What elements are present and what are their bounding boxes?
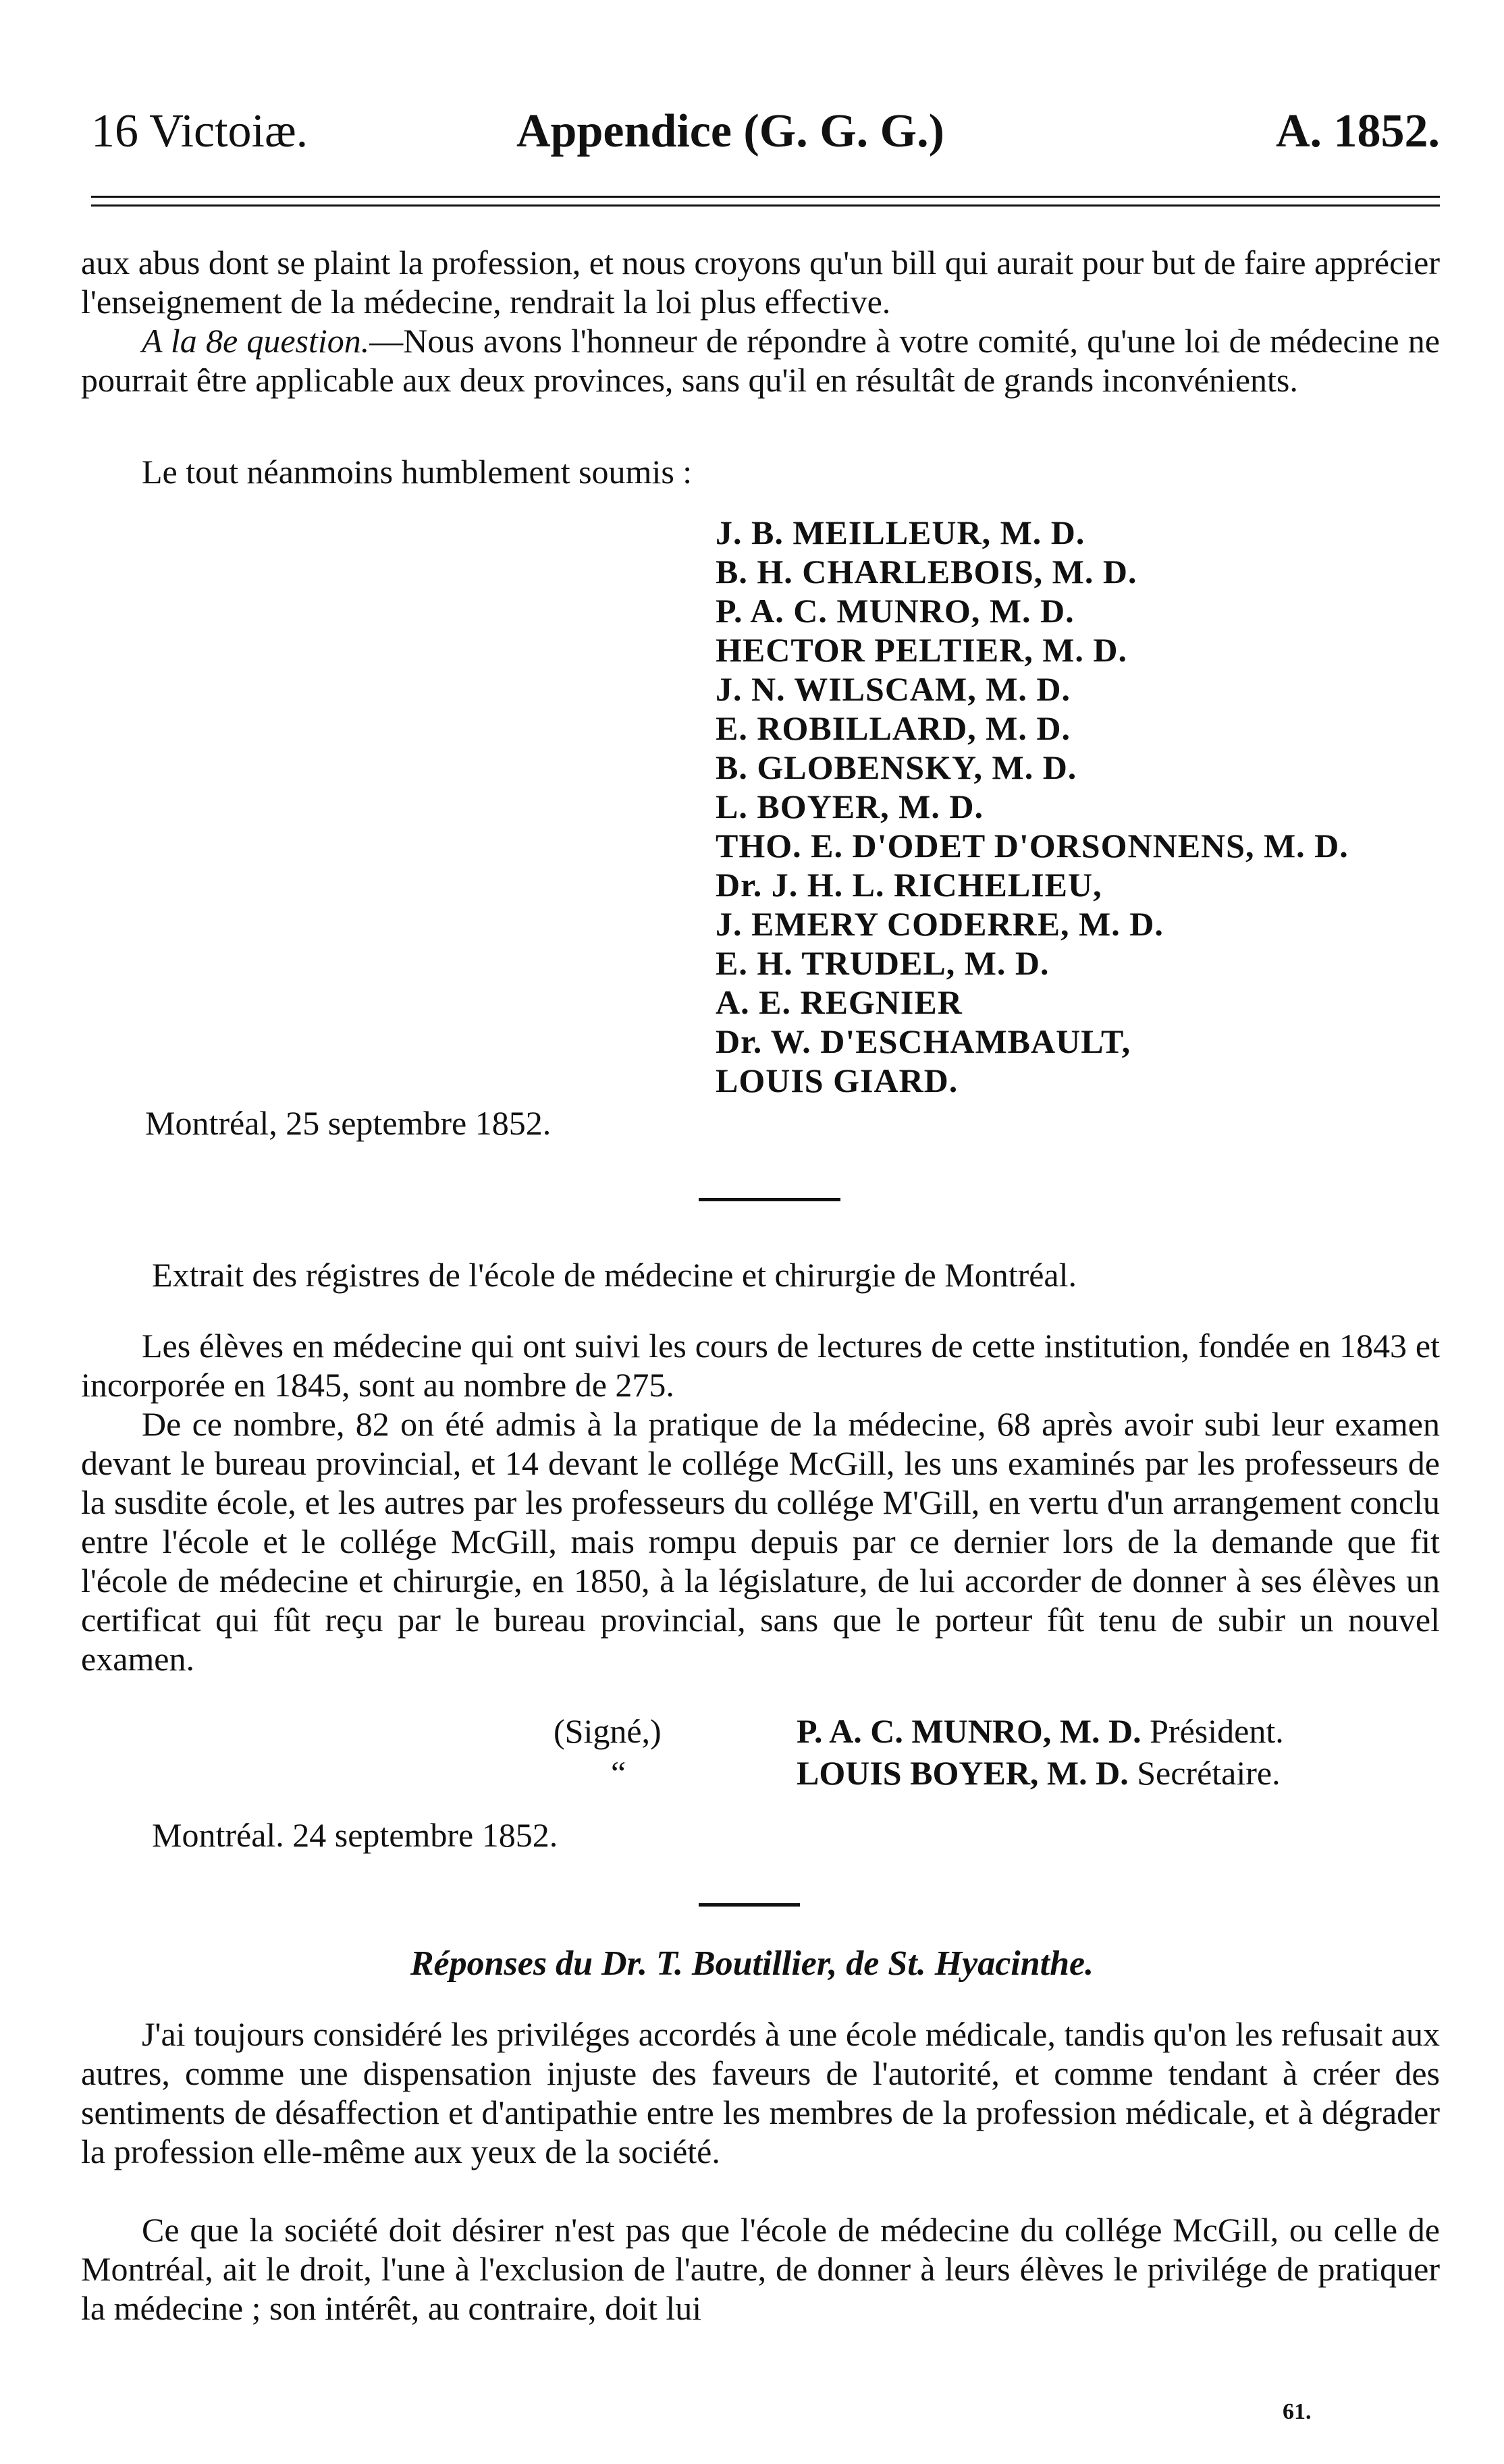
signatory: E. ROBILLARD, M. D. [716, 709, 1071, 747]
responses-paragraph-1: J'ai toujours considéré les priviléges accordés à une école médicale, tandis qu'on les refusait aux autres, comme une dispensation injuste des faveurs de l'autorité, et comme tendant à créer des sentiments de désaffection et d'antipathie entre les membres de la profession médicale, et à dégrader la profession elle-même aux yeux de la société. [81, 2015, 1440, 2170]
signer-name: P. A. C. MUNRO, M. D. [797, 1712, 1142, 1750]
extract-paragraph-2: De ce nombre, 82 on été admis à la pratique de la médecine, 68 après avoir subi leur examen devant le bureau provincial, et 14 devant le collége McGill, les uns examinés par les professeurs de la susdite école, et les autres par les professeurs du collége M'Gill, en vertu d'un arrangement conclu entre l'école et le collége McGill, mais rompu depuis par ce dernier lors de la demande que fit l'école de médecine et chirurgie, en 1850, à la législature, de lui accorder de donner à ses élèves un certificat qui fût reçu par le bureau provincial, sans que le porteur fût tenu de subir un nouvel examen. [81, 1405, 1440, 1678]
signatory: Dr. J. H. L. RICHELIEU, [716, 866, 1102, 904]
closing-line: Le tout néanmoins humblement soumis : [142, 453, 693, 491]
signatory: P. A. C. MUNRO, M. D. [716, 592, 1075, 630]
signer-role: Président. [1150, 1712, 1284, 1750]
running-header [91, 101, 1440, 175]
title-part: Réponses du [410, 1944, 593, 1983]
continuation-paragraph: aux abus dont se plaint la profession, et nous croyons qu'un bill qui aurait pour but de faire apprécier l'enseignement de la médecine, rendrait la loi plus effective. [81, 244, 1440, 321]
signatory: E. H. TRUDEL, M. D. [716, 944, 1050, 982]
title-part: de [846, 1944, 880, 1983]
extract-paragraph-1: Les élèves en médecine qui ont suivi les cours de lectures de cette institution, fondée en 1843 et incorporée en 1845, sont au nombre de 275. [81, 1327, 1440, 1404]
signatory: L. BOYER, M. D. [716, 788, 984, 825]
extract-title: Extrait des régistres de l'école de médecine et chirurgie de Montréal. [152, 1256, 1077, 1294]
section-divider [699, 1903, 800, 1907]
title-person: Dr. T. Boutillier, [601, 1944, 838, 1983]
header-session: 16 Victoiæ. [91, 105, 308, 157]
first-place-date: Montréal, 25 septembre 1852. [145, 1104, 552, 1142]
responses-paragraph-2: Ce que la société doit désirer n'est pas que l'école de médecine du collége McGill, ou celle de Montréal, ait le droit, l'une à l'exclusion de l'autre, de donner à leurs élèves le privilége de pratiquer la médecine ; son intérêt, au contraire, doit lui [81, 2211, 1440, 2327]
signatory: J. N. WILSCAM, M. D. [716, 670, 1071, 708]
header-appendix: Appendice (G. G. G.) [516, 105, 944, 157]
header-year: A. 1852. [1275, 105, 1440, 157]
ditto-mark: “ [611, 1754, 626, 1792]
signatory: LOUIS GIARD. [716, 1062, 959, 1099]
section-divider [699, 1198, 840, 1201]
title-place: St. Hyacinthe. [888, 1944, 1094, 1983]
signer-president [797, 1711, 1284, 1751]
signatory-list [716, 513, 1349, 1100]
page-folio: 61. [1283, 2399, 1312, 2424]
signatory: B. H. CHARLEBOIS, M. D. [716, 553, 1137, 591]
signatory: HECTOR PELTIER, M. D. [716, 631, 1128, 669]
signer-secretary [797, 1753, 1281, 1793]
question-8-answer [81, 321, 1440, 400]
signatory: B. GLOBENSKY, M. D. [716, 748, 1077, 786]
header-rule [91, 196, 1440, 207]
signer-name: LOUIS BOYER, M. D. [797, 1754, 1129, 1792]
second-place-date: Montréal. 24 septembre 1852. [152, 1816, 558, 1854]
question-8-label: A la 8e question. [142, 322, 370, 360]
signatory: THO. E. D'ODET D'ORSONNENS, M. D. [716, 827, 1349, 865]
signatory: A. E. REGNIER [716, 983, 963, 1021]
signatory: J. EMERY CODERRE, M. D. [716, 905, 1164, 943]
responses-title [0, 1944, 1504, 1984]
signed-label: (Signé,) [554, 1712, 662, 1750]
signatory: J. B. MEILLEUR, M. D. [716, 514, 1085, 551]
question-8-text: —Nous avons l'honneur de répondre à votre comité, qu'une loi de médecine ne pourrait être applicable aux deux provinces, sans qu'il en résultât de grands inconvénients. [81, 322, 1441, 399]
signatory: Dr. W. D'ESCHAMBAULT, [716, 1022, 1131, 1060]
signer-role: Secrétaire. [1137, 1754, 1281, 1792]
